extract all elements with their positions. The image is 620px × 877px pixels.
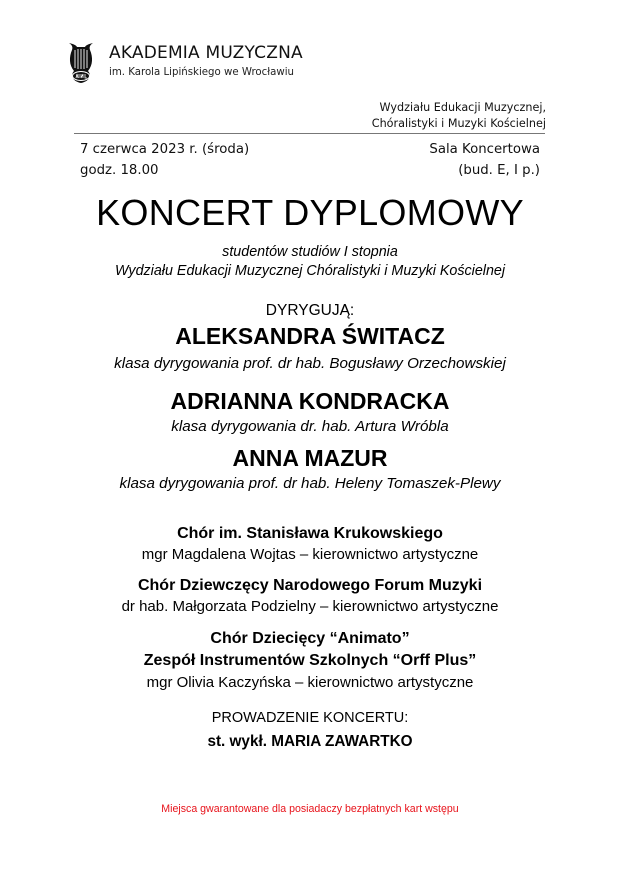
faculty-name [372,100,546,132]
page-title: KONCERT DYPLOMOWY [96,192,524,233]
ensemble-name: Chór im. Stanisława Krukowskiego [177,525,443,542]
host-label: PROWADZENIE KONCERTU: [211,710,409,726]
event-venue [429,139,540,181]
faculty-line-2: Chóralistyki i Muzyki Kościelnej [371,117,546,130]
ensemble-director: dr hab. Małgorzata Podzielny – kierownictwo artystyczne [121,598,499,615]
ensemble-director: mgr Magdalena Wojtas – kierownictwo artystyczne [141,546,479,563]
lyre-icon [66,41,96,85]
subtitle-line-2: Wydziału Edukacji Muzycznej Chóralistyki i Muzyki Kościelnej [114,263,506,279]
conductor-name: ADRIANNA KONDRACKA [170,388,450,414]
event-datetime [80,139,249,181]
subtitle [0,243,620,281]
ensemble-name: Chór Dziewczęcy Narodowego Forum Muzyki [137,577,483,594]
ensemble-name: Chór Dziecięcy “Animato” [210,630,410,647]
academy-subtitle: im. Karola Lipińskiego we Wrocławiu [109,67,294,78]
header-divider [74,133,545,134]
ensemble-name: Zespół Instrumentów Szkolnych “Orff Plus” [143,652,477,669]
faculty-line-1: Wydziału Edukacji Muzycznej, [379,101,546,114]
ensemble-director: mgr Olivia Kaczyńska – kierownictwo artystyczne [146,674,474,691]
academy-name: AKADEMIA MUZYCZNA [109,43,303,63]
conductor-class: klasa dyrygowania dr. hab. Artura Wróbla [171,418,449,435]
event-date: 7 czerwca 2023 r. (środa) [80,142,250,157]
event-time: godz. 18.00 [80,163,159,178]
host-name: st. wykł. MARIA ZAWARTKO [207,733,413,750]
conductors-label: DYRYGUJĄ: [265,302,355,319]
conductor-name: ALEKSANDRA ŚWITACZ [175,323,445,349]
conductor-name: ANNA MAZUR [232,445,388,471]
conductor-class: klasa dyrygowania prof. dr hab. Bogusławy Orzechowskiej [114,355,506,372]
venue-name: Sala Koncertowa [429,142,540,157]
subtitle-line-1: studentów studiów I stopnia [222,244,398,260]
seating-note: Miejsca gwarantowane dla posiadaczy bezpłatnych kart wstępu [161,803,459,815]
venue-detail: (bud. E, I p.) [458,163,540,178]
conductor-class: klasa dyrygowania prof. dr hab. Heleny Tomaszek-Plewy [119,475,501,492]
